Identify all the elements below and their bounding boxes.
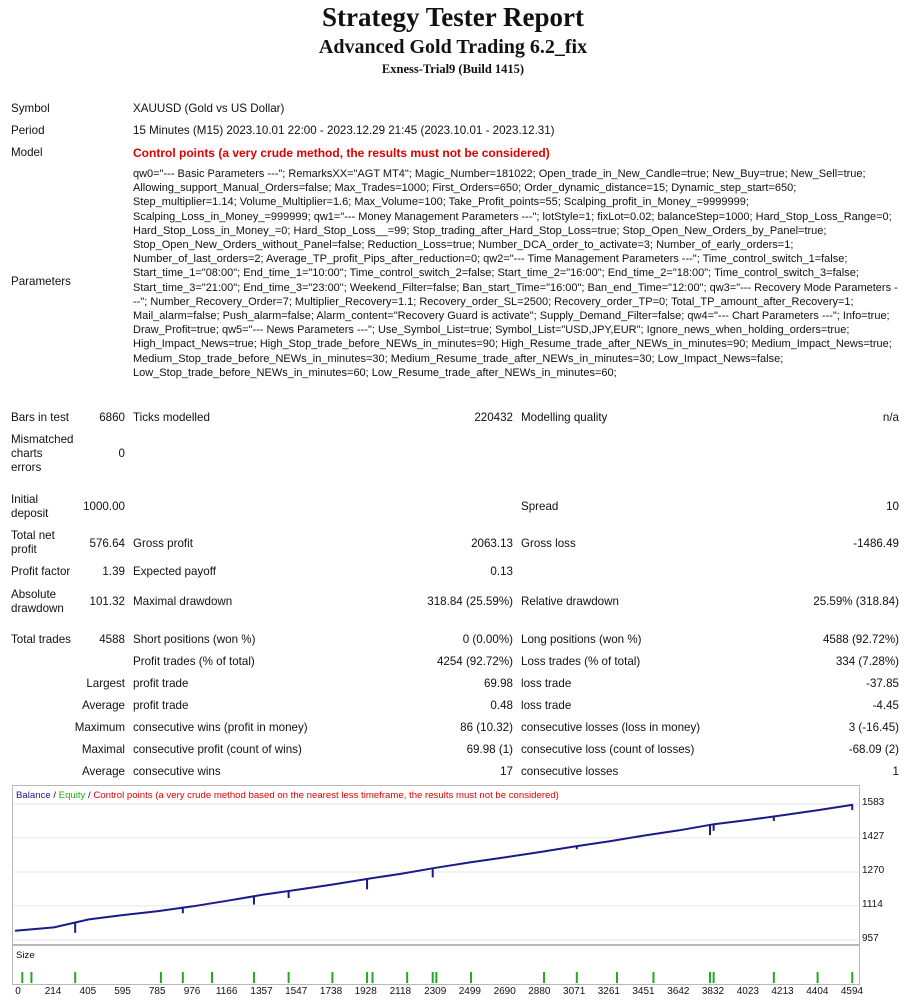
x-tick-label: 405: [79, 986, 97, 997]
long-positions-label: Long positions (won %): [521, 633, 642, 646]
x-tick-label: 2309: [424, 986, 447, 997]
loss-trades-value: 334 (7.28%): [835, 655, 899, 668]
x-tick-label: 1547: [285, 986, 308, 997]
x-tick-label: 3642: [667, 986, 690, 997]
bars-value: 6860: [99, 411, 125, 424]
size-chart: [12, 945, 860, 985]
max-drawdown-label: Maximal drawdown: [133, 595, 233, 608]
max-consec-profit-value: 69.98 (1): [466, 743, 513, 756]
max-consec-loss-value: -68.09 (2): [848, 743, 899, 756]
account-build: Exness-Trial9 (Build 1415): [381, 62, 525, 76]
x-tick-label: 1166: [215, 986, 238, 997]
y-tick-label: 1270: [862, 865, 885, 876]
total-trades-value: 4588: [99, 633, 125, 646]
legend-separator: /: [85, 790, 94, 801]
spread-value: 10: [886, 500, 899, 513]
expert-name: Advanced Gold Trading 6.2_fix: [318, 36, 588, 58]
legend-balance: Balance: [16, 790, 51, 801]
x-tick-label: 0: [15, 986, 21, 997]
ticks-value: 220432: [474, 411, 513, 424]
expected-payoff-label: Expected payoff: [133, 565, 216, 578]
deposit-label-1: Initial: [11, 493, 39, 506]
bars-label: Bars in test: [11, 411, 69, 424]
average-consec-label: Average: [82, 765, 125, 778]
report-title: Strategy Tester Report: [322, 2, 584, 32]
average-label: Average: [82, 699, 125, 712]
profit-trades-value: 4254 (92.72%): [436, 655, 513, 668]
max-drawdown-value: 318.84 (25.59%): [427, 595, 513, 608]
expected-payoff-value: 0.13: [490, 565, 513, 578]
x-tick-label: 4023: [736, 986, 759, 997]
profit-factor-label: Profit factor: [11, 565, 71, 578]
max-consec-wins-label: consecutive wins (profit in money): [133, 721, 308, 734]
max-consec-losses-label: consecutive losses (loss in money): [521, 721, 701, 734]
loss-trades-label: Loss trades (% of total): [521, 655, 641, 668]
largest-label: Largest: [86, 677, 125, 690]
short-positions-value: 0 (0.00%): [462, 633, 513, 646]
x-tick-label: 2118: [389, 986, 412, 997]
average-profit-label: profit trade: [133, 699, 189, 712]
largest-loss-value: -37.85: [866, 677, 899, 690]
max-consec-losses-value: 3 (-16.45): [848, 721, 899, 734]
total-trades-label: Total trades: [11, 633, 71, 646]
average-loss-label: loss trade: [521, 699, 572, 712]
x-tick-label: 4404: [806, 986, 829, 997]
x-tick-label: 3451: [632, 986, 655, 997]
x-tick-label: 3261: [597, 986, 620, 997]
rel-drawdown-value: 25.59% (318.84): [813, 595, 899, 608]
net-profit-label-1: Total net: [11, 529, 55, 542]
abs-drawdown-label-1: Absolute: [11, 588, 57, 601]
x-tick-label: 3071: [563, 986, 586, 997]
x-tick-label: 2690: [493, 986, 516, 997]
mismatch-label-1: Mismatched: [11, 433, 74, 446]
legend-note: Control points (a very crude method based on the nearest less timeframe, the results must not be considered): [93, 790, 559, 801]
symbol-value: XAUUSD (Gold vs US Dollar): [133, 102, 285, 115]
legend-separator: /: [50, 790, 59, 801]
x-tick-label: 976: [183, 986, 201, 997]
max-consec-wins-value: 86 (10.32): [460, 721, 513, 734]
balance-chart: [12, 785, 860, 945]
profit-trades-label: Profit trades (% of total): [133, 655, 255, 668]
y-tick-label: 1427: [862, 830, 885, 842]
average-profit-value: 0.48: [490, 699, 513, 712]
avg-consec-losses-value: 1: [892, 765, 899, 778]
mismatch-value: 0: [118, 447, 125, 460]
balance-line: [15, 805, 853, 931]
deposit-value: 1000.00: [83, 500, 125, 513]
gross-profit-value: 2063.13: [471, 537, 513, 550]
x-tick-label: 1357: [250, 986, 273, 997]
x-tick-label: 785: [148, 986, 166, 997]
net-profit-label-2: profit: [11, 543, 37, 556]
abs-drawdown-label-2: drawdown: [11, 602, 64, 615]
gross-profit-label: Gross profit: [133, 537, 193, 550]
gross-loss-value: -1486.49: [853, 537, 899, 550]
spread-label: Spread: [521, 500, 559, 513]
x-tick-label: 4594: [840, 986, 864, 997]
mismatch-label-3: errors: [11, 461, 42, 474]
x-tick-label: 2499: [458, 986, 481, 997]
period-label: Period: [11, 124, 45, 137]
largest-loss-label: loss trade: [521, 677, 572, 690]
model-label: Model: [11, 146, 43, 159]
x-tick-label: 1738: [319, 986, 343, 997]
max-consec-profit-label: consecutive profit (count of wins): [133, 743, 302, 756]
avg-consec-losses-label: consecutive losses: [521, 765, 619, 778]
legend-equity: Equity: [58, 790, 86, 801]
abs-drawdown-value: 101.32: [89, 595, 125, 608]
period-value: 15 Minutes (M15) 2023.10.01 22:00 - 2023.12.29 21:45 (2023.10.01 - 2023.12.31): [133, 124, 555, 137]
size-label: Size: [16, 950, 35, 961]
max-consec-loss-label: consecutive loss (count of losses): [521, 743, 695, 756]
y-tick-label: 1114: [862, 898, 883, 910]
model-value: Control points (a very crude method, the results must not be considered): [133, 146, 550, 160]
net-profit-value: 576.64: [89, 537, 125, 550]
x-tick-label: 214: [44, 986, 62, 997]
quality-value: n/a: [882, 411, 899, 424]
y-tick-label: 957: [862, 933, 879, 944]
mismatch-label-2: charts: [11, 447, 43, 460]
ticks-label: Ticks modelled: [133, 411, 210, 424]
profit-factor-value: 1.39: [102, 565, 125, 578]
largest-profit-value: 69.98: [483, 677, 513, 690]
quality-label: Modelling quality: [521, 411, 608, 424]
gross-loss-label: Gross loss: [521, 537, 576, 550]
maximal-label: Maximal: [81, 743, 125, 756]
long-positions-value: 4588 (92.72%): [822, 633, 899, 646]
deposit-label-2: deposit: [11, 507, 49, 520]
short-positions-label: Short positions (won %): [133, 633, 256, 646]
maximum-label: Maximum: [74, 721, 125, 734]
y-tick-label: 1583: [862, 797, 885, 808]
x-tick-label: 4213: [771, 986, 794, 997]
parameters-label: Parameters: [11, 275, 71, 288]
parameters-value: qw0="--- Basic Parameters ---"; RemarksXX="AGT MT4"; Magic_Number=181022; Open_trade_in_New_Candle=true; New_Buy=true; New_Sell=true; Allowing_support_Manual_Orders=false; Max_Trades=1000; First_Orders=650; Order_dynamic_distance=15; Dynamic_step_start=650; Step_multiplier=1.14; Volume_Multiplier=1.6; Max_Volume=100; Take_Profit_points=55; Scalping_profit_in_Money_=9999999; Scalping_Loss_in_Money_=999999; qw1="--- Money Management Parameters ---"; lotStyle=1; fixLot=0.02; balanceStep=1000; Hard_Stop_Loss_Range=0; Hard_Stop_Loss_in_Money_=0; Hard_Stop_Loss__=99; Stop_trading_after_Hard_Stop_Loss=true; Stop_Open_New_Orders_by_Panel=true; Stop_Open_New_Orders_without_Panel=false; Reduction_Loss=true; Number_DCA_order_to_activate=3; Number_of_early_orders=1; Number_of_last_orders=2; Average_TP_profit_Pips_after_reduction=0; qw2="--- Time Management Parameters ---"; Time_control_switch_1=false; Start_time_1="08:00"; End_time_1="10:00"; Time_control_switch_2=false; Start_time_2="16:00"; End_time_2="18:00"; Time_control_switch_3=false; Start_time_3="21:00"; End_time_3="23:00"; Weekend_Filter=false; Ban_start_Time="16:00"; Ban_end_Time="12:00"; qw3="--- Recovery Mode Parameters ---"; Number_Recovery_Order=7; Multiplier_Recovery=1.1; Recovery_order_SL=2500; Recovery_order_TP=0; Total_TP_amount_after_Recovery=1; Mail_alarm=false; Push_alarm=false; Alarm_content="Recovery Guard is activate"; Supply_Demand_Filter=false; qw4="--- Chart Parameters ---"; Info=true; Draw_Profit=true; qw5="--- News Parameters ---"; Use_Symbol_List=true; Symbol_List="USD,JPY,EUR"; Ignore_news_when_holding_orders=true; High_Impact_News=true; High_Stop_trade_before_NEWs_in_minutes=90; High_Resume_trade_after_NEWs_in_minutes=90; Medium_Impact_News=true; Medium_Stop_trade_before_NEWs_in_minutes=30; Medium_Resume_trade_after_NEWs_in_minutes=30; Low_Impact_News=false; Low_Stop_trade_before_NEWs_in_minutes=60; Low_Resume_trade_after_NEWs_in_minutes=60;: [133, 168, 898, 379]
symbol-label: Symbol: [11, 102, 50, 115]
size-chart-svg: [13, 946, 859, 984]
x-tick-label: 1928: [354, 986, 377, 997]
largest-profit-label: profit trade: [133, 677, 189, 690]
balance-chart-svg: [13, 786, 859, 944]
average-loss-value: -4.45: [872, 699, 899, 712]
avg-consec-wins-label: consecutive wins: [133, 765, 221, 778]
x-tick-label: 3832: [701, 986, 725, 997]
chart-legend: [16, 790, 559, 801]
avg-consec-wins-value: 17: [500, 765, 513, 778]
rel-drawdown-label: Relative drawdown: [521, 595, 619, 608]
x-tick-label: 2880: [528, 986, 551, 997]
x-tick-label: 595: [114, 986, 131, 997]
